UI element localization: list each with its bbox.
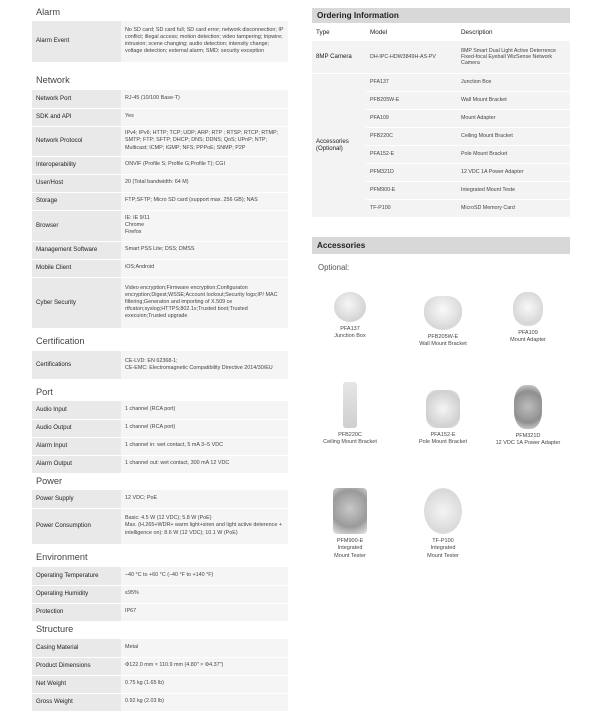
table-row [32, 277, 288, 328]
spec-key: Network Port [32, 90, 121, 108]
mount-tester-icon [333, 488, 367, 534]
accessory-name: 12 VDC 1A Power Adapter [495, 440, 561, 447]
accessory-mount-adapter [488, 292, 568, 345]
spec-key: Product Dimensions [32, 657, 121, 675]
spec-value: 20 (Total bandwidth: 64 M) [121, 174, 288, 192]
spec-key: Interoperability [32, 156, 121, 174]
accessory-name: Integrated Mount Tester [334, 545, 366, 559]
accessory-memory-card [403, 488, 483, 560]
accessory-code: PFM900-E [336, 538, 364, 544]
spec-key: Casing Material [32, 639, 121, 657]
accessory-code: PFB205W-E [427, 334, 459, 340]
table-row [32, 585, 288, 603]
spec-key: Mobile Client [32, 259, 121, 277]
spec-value: No SD card; SD card full; SD card error; network disconnection; IP conflict; illegal access; motion detection; video tampering; tripwire; intrusion; scene changing; audio detection; intensity change; voltage detection; external alarm; SMD; security exception [121, 21, 288, 62]
table-row [32, 241, 288, 259]
table-row [32, 21, 288, 62]
accessories-title: Accessories [312, 237, 570, 254]
spec-section-structure [32, 624, 288, 712]
spec-key: Management Software [32, 241, 121, 259]
accessory-junction-box [310, 292, 390, 341]
spec-section-network [32, 75, 288, 329]
table-row [32, 174, 288, 192]
spec-table [32, 401, 288, 474]
table-row [32, 156, 288, 174]
spec-section-port [32, 387, 288, 474]
table-row [32, 490, 288, 508]
table-row [312, 73, 570, 91]
cell-description: Junction Box [457, 73, 570, 91]
spec-key: Audio Input [32, 401, 121, 419]
spec-value: iOS;Android [121, 259, 288, 277]
cell-model: PFM900-E [366, 181, 457, 199]
spec-table [32, 90, 288, 329]
cell-description: 12 VDC 1A Power Adapter [457, 163, 570, 181]
spec-value: ONVIF (Profile S; Profile G;Profile T); CGI [121, 156, 288, 174]
spec-key: Net Weight [32, 675, 121, 693]
spec-key: Browser [32, 210, 121, 241]
section-title: Power [36, 476, 63, 486]
spec-key: Operating Temperature [32, 567, 121, 585]
spec-table [32, 490, 288, 545]
spec-value: 1 channel out: wet contact, 300 mA 12 VDC [121, 455, 288, 473]
spec-key: Audio Output [32, 419, 121, 437]
cell-type: 8MP Camera [312, 40, 366, 73]
accessory-power-adapter [488, 385, 568, 448]
accessory-name: Mount Adapter [510, 337, 546, 344]
accessory-code: PFA109 [518, 330, 538, 336]
cell-description: Pole Mount Bracket [457, 145, 570, 163]
table-row [32, 675, 288, 693]
table-row [32, 657, 288, 675]
section-title: Environment [36, 552, 88, 562]
spec-value: –40 °C to +60 °C (–40 °F to +140 °F) [121, 567, 288, 585]
accessory-code: PFB220C [338, 432, 362, 438]
table-row [32, 401, 288, 419]
spec-key: Network Protocol [32, 126, 121, 156]
spec-key: Certifications [32, 351, 121, 379]
cell-description: Wall Mount Bracket [457, 91, 570, 109]
accessory-code: PFA152-E [430, 432, 456, 438]
spec-table [32, 21, 288, 63]
table-row [32, 108, 288, 126]
spec-value: RJ-45 (10/100 Base-T) [121, 90, 288, 108]
spec-table [32, 351, 288, 380]
accessory-mount-tester [310, 488, 390, 560]
spec-value: Basic: 4.5 W (12 VDC); 5.8 W (PoE) Max. (H.265+WDR+ warm light+siren and light active deterence + intelligence on): 8.6 W (12 VDC); 10.1 W (PoE) [121, 508, 288, 544]
accessory-name: Pole Mount Bracket [419, 439, 467, 446]
accessory-name: Wall Mount Bracket [419, 341, 467, 348]
cell-description: 8MP Smart Dual Light Active Deterrence Fixed-focal Eyeball WizSense Network Camera [457, 40, 570, 73]
spec-value: IE: IE 9/11 Chrome Firefox [121, 210, 288, 241]
spec-key: Alarm Input [32, 437, 121, 455]
section-title: Structure [36, 624, 74, 634]
spec-key: Gross Weight [32, 693, 121, 711]
spec-key: Alarm Event [32, 21, 121, 62]
table-row [32, 90, 288, 108]
accessory-name: Integrated Mount Tester [427, 545, 459, 559]
spec-value: ≤95% [121, 585, 288, 603]
table-row [32, 693, 288, 711]
section-title: Alarm [36, 7, 60, 17]
cell-model: PFA109 [366, 109, 457, 127]
spec-value: 1 channel (RCA port) [121, 401, 288, 419]
ordering-title: Ordering Information [312, 8, 570, 23]
col-type: Type [312, 25, 366, 40]
spec-value: 1 channel (RCA port) [121, 419, 288, 437]
spec-value: Video encryption;Firmware encryption;Configuraton encryption;Digest;WSSE;Account lockout;Security logs;IP/ MAC filtering;Generaton and importing of X.509 ce rtfcaton;syslog;HTTPS;802.1x;Trusted boot;Trusted execuion;Trusted upgrade [121, 277, 288, 328]
spec-value: Φ122.0 mm × 110.9 mm (4.80" × Φ4.37") [121, 657, 288, 675]
cell-model: TF-P100 [366, 199, 457, 217]
spec-key: Protection [32, 603, 121, 621]
cell-description: Integrated Mount Teste [457, 181, 570, 199]
table-row [32, 210, 288, 241]
table-row [32, 603, 288, 621]
accessory-name: Junction Box [334, 333, 366, 340]
spec-value: IPv4; IPv6; HTTP; TCP; UDP; ARP; RTP ; RTSP; RTCP; RTMP; SMTP; FTP; SFTP; DHCP; DNS; DDNS; QoS; UPnP; NTP; Multicast; ICMP; IGMP; NFS; PPPoE; SNMP; P2P [121, 126, 288, 156]
accessory-code: PFM321D [515, 433, 541, 439]
accessory-pole-mount [403, 390, 483, 447]
table-header-row [312, 25, 570, 40]
wall-mount-icon [424, 296, 462, 330]
spec-value: Smart PSS Lite; DSS; DMSS [121, 241, 288, 259]
table-row [32, 192, 288, 210]
spec-key: SDK and API [32, 108, 121, 126]
cell-description: Mount Adapter [457, 109, 570, 127]
cell-model: PFA152-E [366, 145, 457, 163]
cell-model: DH-IPC-HDW3849H-AS-PV [366, 40, 457, 73]
spec-value: 0.92 kg (2.03 lb) [121, 693, 288, 711]
cell-model: PFB205W-E [366, 91, 457, 109]
power-adapter-icon [514, 385, 542, 429]
table-row [32, 437, 288, 455]
accessory-code: TF-P100 [432, 538, 454, 544]
accessory-wall-mount [403, 296, 483, 349]
table-row [32, 567, 288, 585]
spec-value: Metal [121, 639, 288, 657]
ordering-table [312, 25, 570, 218]
spec-value: IP67 [121, 603, 288, 621]
section-title: Network [36, 75, 70, 85]
table-row [32, 351, 288, 379]
spec-value: 1 channel in: wet contact, 5 mA 3–5 VDC [121, 437, 288, 455]
table-row [32, 126, 288, 156]
spec-key: User/Host [32, 174, 121, 192]
ceiling-mount-icon [343, 382, 357, 428]
spec-value: FTP;SFTP; Micro SD card (support max. 256 GB); NAS [121, 192, 288, 210]
spec-key: Operating Humidity [32, 585, 121, 603]
memory-card-icon [424, 488, 462, 534]
spec-key: Power Supply [32, 490, 121, 508]
spec-section-certification [32, 336, 288, 380]
cell-model: PFM321D [366, 163, 457, 181]
table-row [32, 455, 288, 473]
spec-value: 12 VDC; PoE [121, 490, 288, 508]
accessory-name: Ceiling Mount Bracket [323, 439, 377, 446]
section-title: Certification [36, 336, 85, 346]
optional-label: Optional: [318, 263, 350, 272]
table-row [32, 639, 288, 657]
table-row [32, 508, 288, 544]
spec-section-power [32, 476, 288, 545]
pole-mount-icon [426, 390, 460, 428]
col-model: Model [366, 25, 457, 40]
spec-table [32, 639, 288, 712]
col-description: Description [457, 25, 570, 40]
junction-box-icon [334, 292, 366, 322]
table-row [32, 259, 288, 277]
table-row [32, 419, 288, 437]
spec-value: CE-LVD: EN 62368-1; CE-EMC: Electromagnetic Compatibility Directive 2014/30/EU [121, 351, 288, 379]
cell-description: MicroSD Memory Card [457, 199, 570, 217]
spec-section-alarm [32, 7, 288, 63]
mount-adapter-icon [513, 292, 543, 326]
spec-section-environment [32, 552, 288, 622]
accessory-code: PFA137 [340, 326, 360, 332]
spec-value: Yes [121, 108, 288, 126]
table-row [312, 40, 570, 73]
cell-description: Ceiling Mount Bracket [457, 127, 570, 145]
spec-value: 0.75 kg (1.65 lb) [121, 675, 288, 693]
spec-table [32, 567, 288, 622]
cell-type: Accessories (Optional) [312, 73, 366, 217]
spec-key: Cyber Security [32, 277, 121, 328]
cell-model: PFB220C [366, 127, 457, 145]
accessory-ceiling-mount [310, 382, 390, 447]
spec-key: Alarm Output [32, 455, 121, 473]
spec-key: Power Consumption [32, 508, 121, 544]
spec-key: Storage [32, 192, 121, 210]
section-title: Port [36, 387, 53, 397]
cell-model: PFA137 [366, 73, 457, 91]
